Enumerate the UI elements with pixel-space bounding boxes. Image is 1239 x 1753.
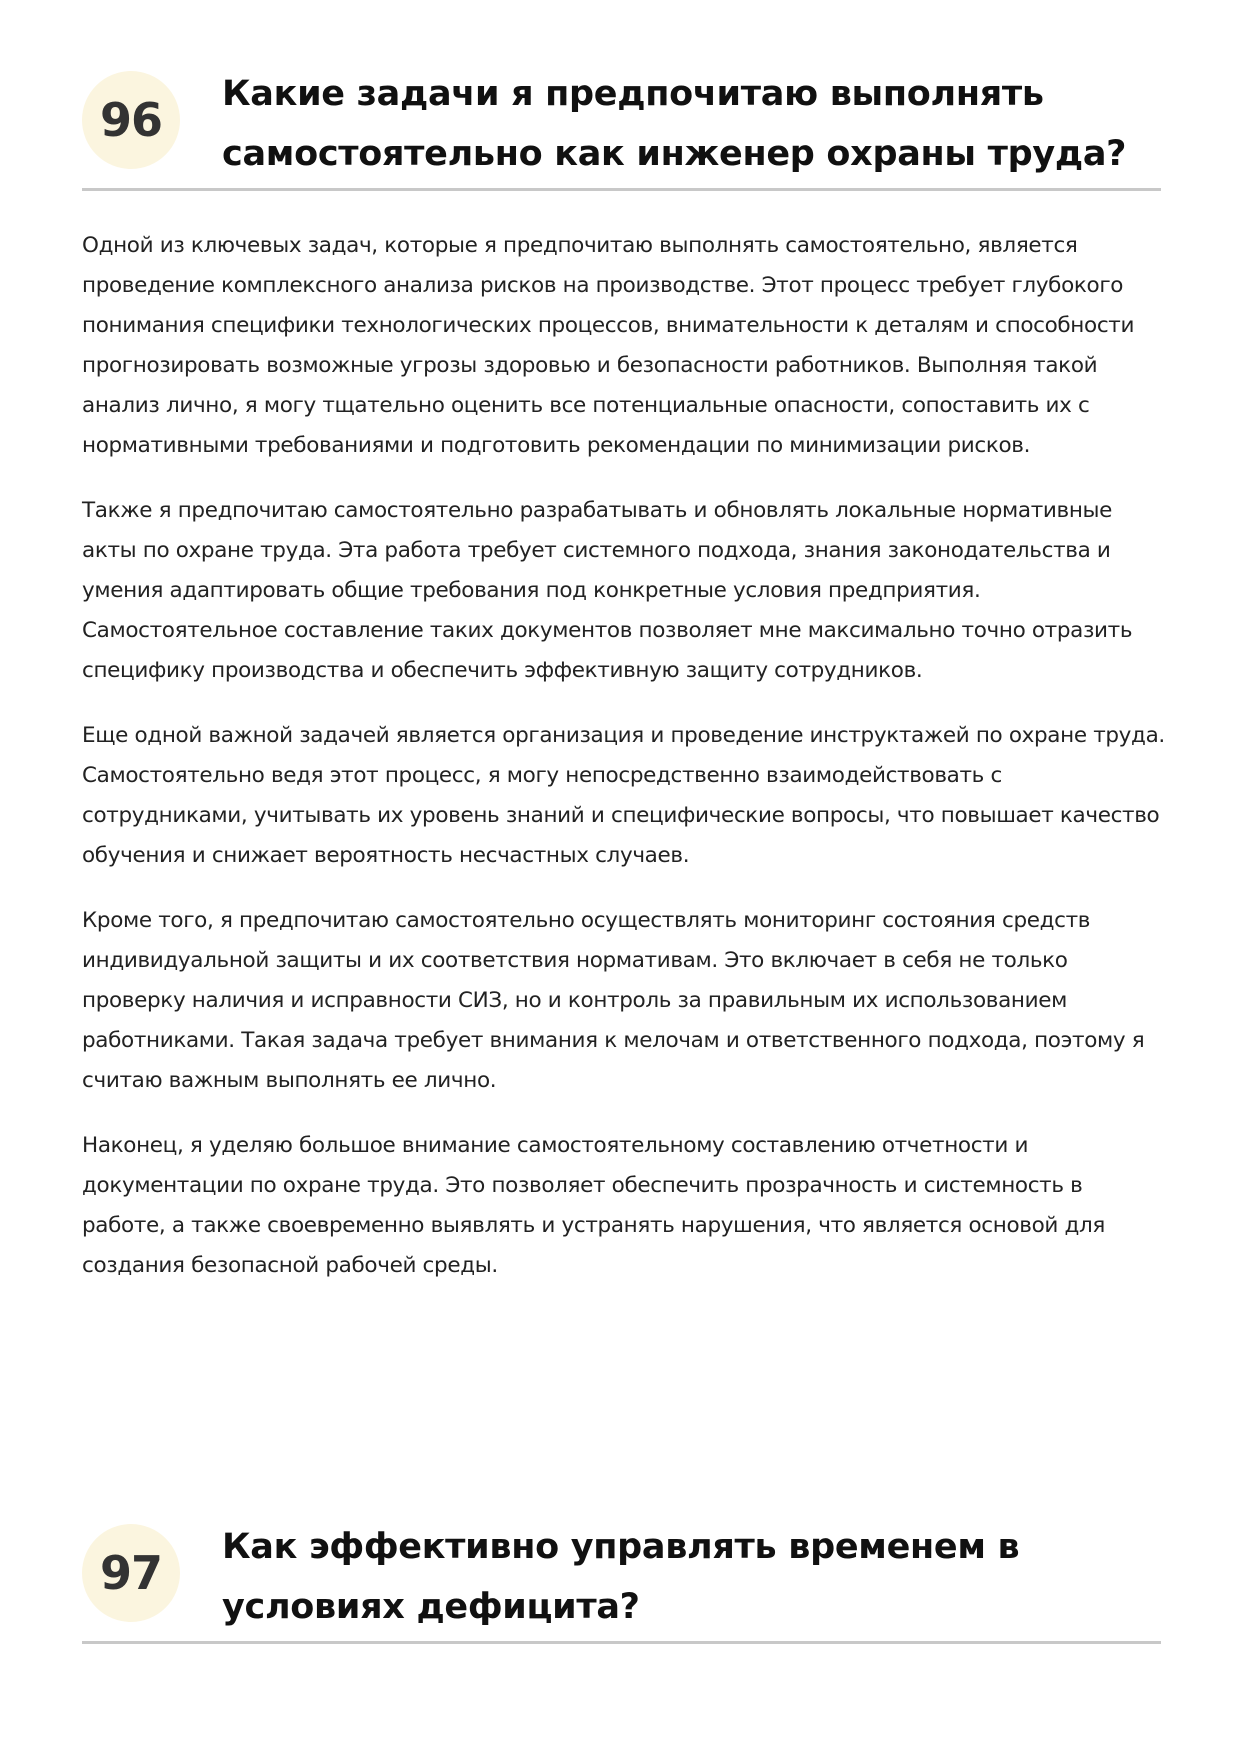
answer-paragraph: Еще одной важной задачей является организация и проведение инструктажей по охране труда. Самостоятельно ведя этот процесс, я могу непосредственно взаимодействовать с сотрудниками, учитывать их уровень знаний и специфические вопросы, что повышает качество обучения и снижает вероятность несчастных случаев. xyxy=(82,723,1165,868)
question-number-badge: 97 xyxy=(82,1524,180,1622)
answer-paragraph: Наконец, я уделяю большое внимание самостоятельному составлению отчетности и документации по охране труда. Это позволяет обеспечить прозрачность и системность в работе, а также своевременно выявлять и устранять нарушения, что является основой для создания безопасной рабочей среды. xyxy=(82,1133,1106,1278)
question-97-header xyxy=(82,1513,1161,1644)
question-number-badge: 96 xyxy=(82,71,180,169)
question-title: Какие задачи я предпочитаю выполнять самостоятельно как инженер охраны труда? xyxy=(222,74,1127,174)
answer-body xyxy=(82,226,1167,1311)
question-title: Как эффективно управлять временем в условиях дефицита? xyxy=(222,1527,1020,1627)
answer-paragraph: Кроме того, я предпочитаю самостоятельно осуществлять мониторинг состояния средств индивидуальной защиты и их соответствия нормативам. Это включает в себя не только проверку наличия и исправности СИЗ, но и контроль за правильным их использованием работниками. Такая задача требует внимания к мелочам и ответственного подхода, поэтому я считаю важным выполнять ее лично. xyxy=(82,908,1145,1093)
question-96-header xyxy=(82,60,1161,191)
answer-paragraph: Также я предпочитаю самостоятельно разрабатывать и обновлять локальные нормативные акты по охране труда. Эта работа требует системного подхода, знания законодательства и умения адаптировать общие требования под конкретные условия предприятия. Самостоятельное составление таких документов позволяет мне максимально точно отразить специфику производства и обеспечить эффективную защиту сотрудников. xyxy=(82,498,1133,683)
answer-paragraph: Одной из ключевых задач, которые я предпочитаю выполнять самостоятельно, является проведение комплексного анализа рисков на производстве. Этот процесс требует глубокого понимания специфики технологических процессов, внимательности к деталям и способности прогнозировать возможные угрозы здоровью и безопасности работников. Выполняя такой анализ лично, я могу тщательно оценить все потенциальные опасности, сопоставить их с нормативными требованиями и подготовить рекомендации по минимизации рисков. xyxy=(82,233,1135,458)
